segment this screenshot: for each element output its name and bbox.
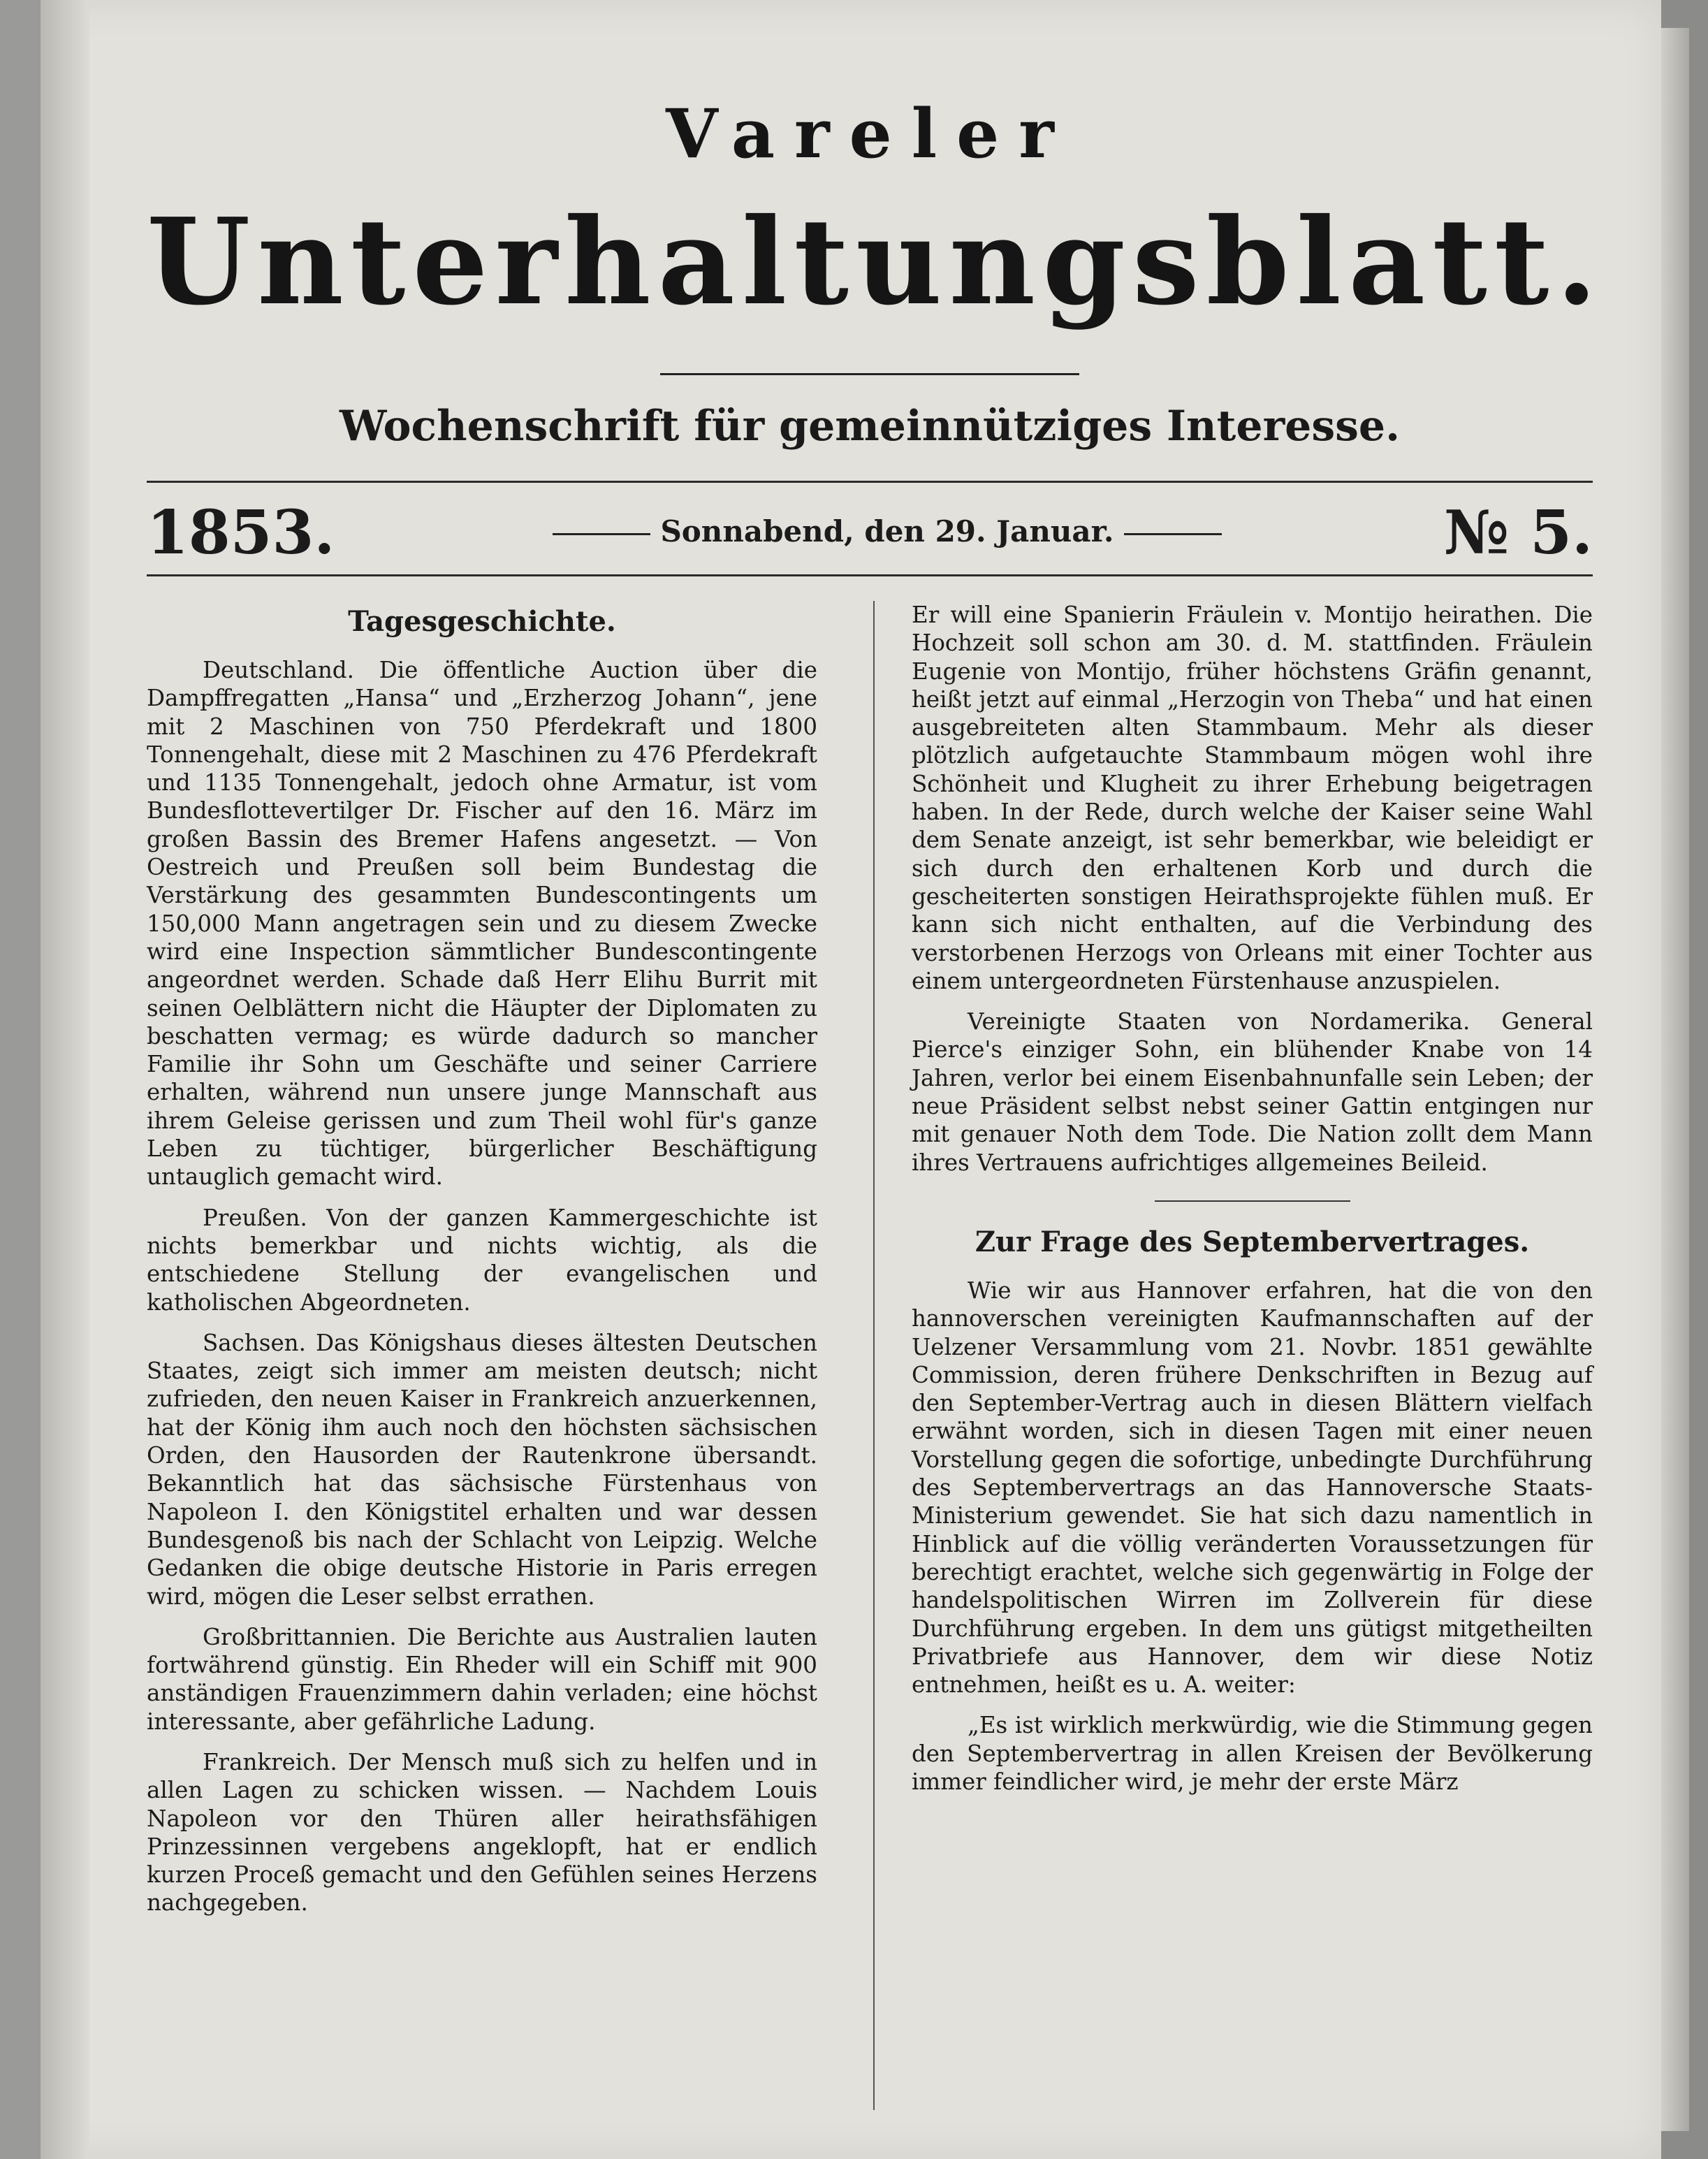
section-heading-tagesgeschichte: Tagesgeschichte. xyxy=(348,605,616,638)
section-heading-septembervertrag: Zur Frage des Septembervertrages. xyxy=(975,1225,1530,1258)
masthead-rule xyxy=(660,373,1079,375)
newspaper-page xyxy=(41,0,1661,2159)
rule-above-dateline xyxy=(147,481,1593,483)
issue-date-text: Sonnabend, den 29. Januar. xyxy=(660,514,1114,548)
article-paragraph: Er will eine Spanierin Fräulein v. Montijo heirathen. Die Hochzeit soll schon am 30. d. M. stattfinden. Fräulein Eugenie von Montijo, früher höchstens Gräfin genannt, heißt jetzt auf einmal „Herzogin von Theba“ und hat einen ausgebreiteten alten Stammbaum. Mehr als dieser plötzlich aufgetauchte Stammbaum mögen wohl ihre Schönheit und Klugheit zu ihrer Erhebung beigetragen haben. In der Rede, durch welche der Kaiser seine Wahl dem Senate anzeigt, ist sehr bemerkbar, wie beleidigt er sich durch den erhaltenen Korb und durch die gescheiterten sonstigen Heirathsprojekte fühlen muß. Er kann sich nicht enthalten, auf die Verbindung des verstorbenen Herzogs von Orleans mit einer Tochter aus einem untergeordneten Fürstenhause anzuspielen. xyxy=(912,602,1593,994)
rule-below-dateline xyxy=(147,574,1593,576)
column-divider xyxy=(873,601,875,2110)
article-paragraph: Preußen. Von der ganzen Kammergeschichte ist nichts bemerkbar und nichts wichtig, als die entschiedene Stellung der evangelischen und katholischen Abgeordneten. xyxy=(147,1204,817,1316)
issue-number: № 5. xyxy=(1443,497,1593,568)
article-paragraph: Frankreich. Der Mensch muß sich zu helfen und in allen Lagen zu schicken wissen. — Nachdem Louis Napoleon vor den Thüren aller heirathsfähigen Prinzessinnen vergebens angeklopft, hat er endlich kurzen Proceß gemacht und den Gefühlen seines Herzens nachgegeben. xyxy=(147,1748,817,1917)
page-binding-shadow xyxy=(41,0,89,2159)
page-content xyxy=(147,0,1605,2159)
article-paragraph: Wie wir aus Hannover erfahren, hat die von den hannoverschen vereinigten Kaufmannschaften auf der Uelzener Versammlung vom 21. Novbr. 1851 gewählte Commission, deren frühere Denkschriften in Bezug auf den September-Vertrag auch in diesen Blättern vielfach erwähnt worden, sich in diesen Tagen mit einer neuen Vorstellung gegen die sofortige, unbedingte Durchführung des Septembervertrags an das Hannoversche Staats-Ministerium gewendet. Sie hat sich dazu namentlich in Hinblick auf die völlig veränderten Voraussetzungen für berechtigt erachtet, welche sich gegenwärtig in Folge der handelspolitischen Wirren im Zollverein für diese Durchführung ergeben. In dem uns gütigst mitgetheilten Privatbriefe aus Hannover, dem wir diese Notiz entnehmen, heißt es u. A. weiter: xyxy=(912,1277,1593,1699)
section-separator xyxy=(1155,1200,1350,1202)
issue-year: 1853. xyxy=(147,497,335,568)
issue-date xyxy=(510,514,1264,548)
article-paragraph: Großbrittannien. Die Berichte aus Australien lauten fortwährend günstig. Ein Rheder will ein Schiff mit 900 anständigen Frauenzimmern dahin verladen; eine höchst interessante, aber gefährliche Ladung. xyxy=(147,1623,817,1735)
right-column xyxy=(912,601,1593,1808)
article-paragraph: „Es ist wirklich merkwürdig, wie die Stimmung gegen den Septembervertrag in allen Kreisen der Bevölkerung immer feindlicher wird, je mehr der erste März xyxy=(912,1712,1593,1795)
page-stack-edge xyxy=(1661,28,1689,2131)
article-paragraph: Vereinigte Staaten von Nordamerika. General Pierce's einziger Sohn, ein blühender Knabe von 14 Jahren, verlor bei einem Eisenbahnunfalle sein Leben; der neue Präsident selbst nebst seiner Gattin entgingen nur mit genauer Noth dem Tode. Die Nation zollt dem Mann ihres Vertrauens aufrichtiges allgemeines Beileid. xyxy=(912,1008,1593,1176)
date-ornament-left xyxy=(553,533,650,535)
left-column xyxy=(147,601,817,1930)
dateline xyxy=(147,497,1593,574)
masthead-subtitle: Wochenschrift für gemeinnütziges Interesse. xyxy=(340,402,1400,451)
masthead-top-word: Vareler xyxy=(666,94,1074,173)
date-ornament-right xyxy=(1124,533,1222,535)
article-paragraph: Deutschland. Die öffentliche Auction über die Dampffregatten „Hansa“ und „Erzherzog Johann“, jene mit 2 Maschinen von 750 Pferdekraft und 1800 Tonnengehalt, diese mit 2 Maschinen zu 476 Pferdekraft und 1135 Tonnengehalt, jedoch ohne Armatur, ist vom Bundesflottevertilger Dr. Fischer auf den 16. März im großen Bassin des Bremer Hafens angesetzt. — Von Oestreich und Preußen soll beim Bundestag die Verstärkung des gesammten Bundescontingents um 150,000 Mann angetragen sein und zu diesem Zwecke wird eine Inspection sämmtlicher Bundescontingente angeordnet werden. Schade daß Herr Elihu Burrit mit seinen Oelblättern nicht die Häupter der Diplomaten zu beschatten vermag; es würde dadurch so mancher Familie ihr Sohn um Geschäfte und seiner Carriere erhalten, während nun unsere junge Mannschaft aus ihrem Geleise gerissen und zum Theil wohl für's ganze Leben zu tüchtiger, bürgerlicher Beschäftigung untauglich gemacht wird. xyxy=(147,657,817,1191)
masthead-title: Unterhaltungsblatt. xyxy=(147,192,1605,332)
article-paragraph: Sachsen. Das Königshaus dieses ältesten Deutschen Staates, zeigt sich immer am meisten deutsch; nicht zufrieden, den neuen Kaiser in Frankreich anzuerkennen, hat der König ihm auch noch den höchsten sächsischen Orden, den Hausorden der Rautenkrone übersandt. Bekanntlich hat das sächsische Fürstenhaus von Napoleon I. den Königstitel erhalten und war dessen Bundesgenoß bis nach der Schlacht von Leipzig. Welche Gedanken die obige deutsche Historie in Paris erregen wird, mögen die Leser selbst errathen. xyxy=(147,1329,817,1610)
